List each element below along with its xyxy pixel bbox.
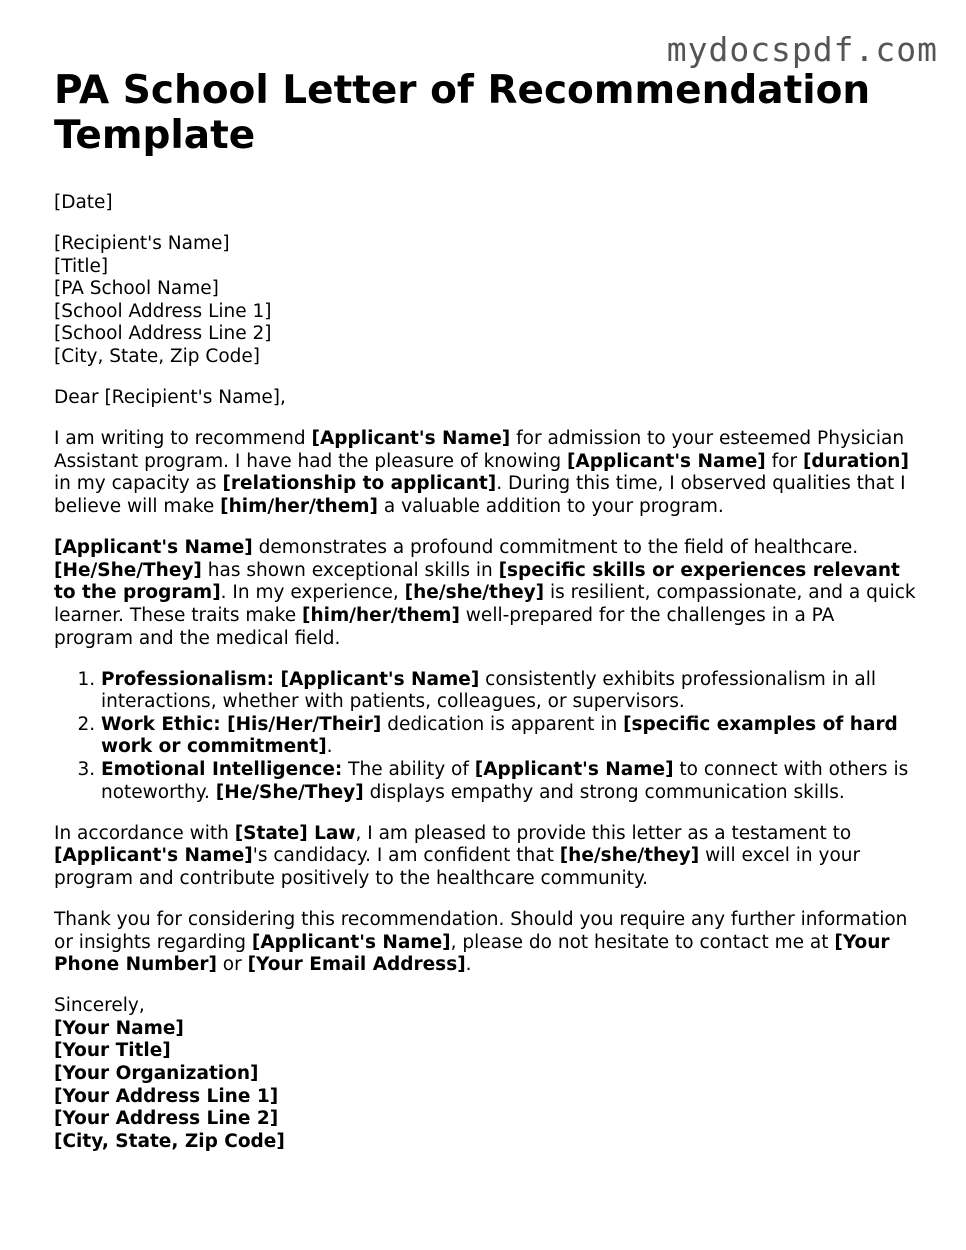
letter-body — [54, 192, 916, 1153]
text-run: . In my experience, — [220, 582, 405, 604]
paragraph-commitment — [54, 537, 916, 650]
placeholder-pronoun: [He/She/They] — [54, 559, 202, 581]
text-run: displays empathy and strong communication skills. — [363, 781, 845, 803]
placeholder-pronoun: [he/she/they] — [559, 845, 700, 867]
text-run: to connect with others is noteworthy. — [101, 758, 909, 803]
text-run: Thank you for considering this recommendation. Should you require any further information or insights regarding — [54, 908, 908, 953]
placeholder-applicant-name: [Applicant's Name] — [251, 931, 451, 953]
signature-organization: [Your Organization] — [54, 1063, 259, 1084]
salutation: Dear [Recipient's Name], — [54, 387, 286, 409]
placeholder-applicant-name: [Applicant's Name] — [474, 758, 674, 780]
list-item-heading: Work Ethic: [His/Her/Their] — [101, 713, 382, 735]
placeholder-state-law: [State] Law — [234, 822, 356, 844]
placeholder-pronoun: [him/her/them] — [302, 604, 460, 626]
signature-block — [54, 995, 916, 1153]
signature-name: [Your Name] — [54, 1017, 184, 1039]
placeholder-applicant-name: [Applicant's Name] — [311, 428, 511, 450]
placeholder-applicant-name: [Applicant's Name] — [54, 845, 253, 867]
signature-title: [Your Title] — [54, 1040, 171, 1062]
page-title: PA School Letter of Recommendation Template — [54, 68, 871, 158]
text-run: , I am pleased to provide this letter as a testament to — [355, 822, 852, 844]
placeholder-pronoun: [he/she/they] — [404, 582, 545, 604]
recipient-address-2: [School Address Line 2] — [54, 323, 272, 345]
text-run: I am writing to recommend — [54, 428, 312, 450]
placeholder-email: [Your Email Address] — [247, 954, 466, 976]
text-run: 's candidacy. I am confident that — [252, 845, 560, 867]
placeholder-duration: [duration] — [802, 450, 909, 472]
recipient-name: [Recipient's Name] — [54, 233, 230, 255]
recipient-school: [PA School Name] — [54, 278, 219, 300]
placeholder-skills: [specific skills or experiences relevant to the program] — [54, 559, 900, 604]
list-item-heading: Emotional Intelligence: — [101, 758, 343, 780]
list-item — [101, 714, 916, 759]
text-run: has shown exceptional skills in — [201, 559, 499, 581]
text-run: . During this time, I observed qualities that I believe will make — [54, 473, 906, 518]
recipient-address-1: [School Address Line 1] — [54, 300, 272, 322]
text-run: consistently exhibits professionalism in all interactions, whether with patients, colleagues, or supervisors. — [101, 668, 877, 713]
list-item — [101, 669, 916, 714]
watermark: mydocspdf.com — [666, 30, 938, 69]
signature-address-1: [Your Address Line 1] — [54, 1085, 279, 1107]
placeholder-applicant-name: [Applicant's Name] — [54, 537, 253, 559]
text-run: dedication is apparent in — [381, 713, 624, 735]
text-run: is resilient, compassionate, and a quick learner. These traits make — [54, 582, 916, 626]
text-run: demonstrates a profound commitment to the field of healthcare. — [252, 537, 859, 559]
signature-city: [City, State, Zip Code] — [54, 1130, 285, 1152]
list-item — [101, 759, 916, 804]
text-run: for — [765, 450, 803, 472]
signature-address-2: [Your Address Line 2] — [54, 1108, 279, 1130]
list-item-heading: Professionalism: [Applicant's Name] — [101, 668, 480, 690]
text-run: for admission to your esteemed Physician Assistant program. I have had the pleasure of knowing — [54, 428, 905, 472]
placeholder-examples: [specific examples of hard work or commitment] — [101, 713, 898, 758]
text-run: . — [465, 954, 472, 976]
text-run: . — [326, 736, 333, 758]
closing: Sincerely, — [54, 995, 145, 1017]
placeholder-phone: [Your Phone Number] — [54, 931, 890, 976]
text-run: , please do not hesitate to contact me at — [450, 931, 835, 953]
text-run: or — [216, 954, 248, 976]
text-run: The ability of — [342, 758, 475, 780]
date-line: [Date] — [54, 192, 113, 213]
text-run: will excel in your program and contribute positively to the healthcare community. — [54, 845, 861, 889]
recipient-city: [City, State, Zip Code] — [54, 346, 260, 368]
qualities-list — [54, 669, 916, 805]
paragraph-law — [54, 823, 916, 891]
paragraph-intro — [54, 428, 916, 518]
text-run: In accordance with — [54, 822, 235, 844]
letter-page — [54, 68, 916, 1172]
recipient-title: [Title] — [54, 255, 109, 277]
placeholder-applicant-name: [Applicant's Name] — [566, 450, 766, 472]
recipient-block — [54, 233, 916, 369]
text-run: a valuable addition to your program. — [378, 496, 724, 518]
placeholder-pronoun: [He/She/They] — [215, 781, 364, 803]
placeholder-relationship: [relationship to applicant] — [222, 473, 497, 495]
text-run: well-prepared for the challenges in a PA program and the medical field. — [54, 604, 835, 649]
placeholder-pronoun: [him/her/them] — [220, 496, 379, 518]
text-run: in my capacity as — [54, 473, 223, 495]
paragraph-thanks — [54, 909, 916, 977]
